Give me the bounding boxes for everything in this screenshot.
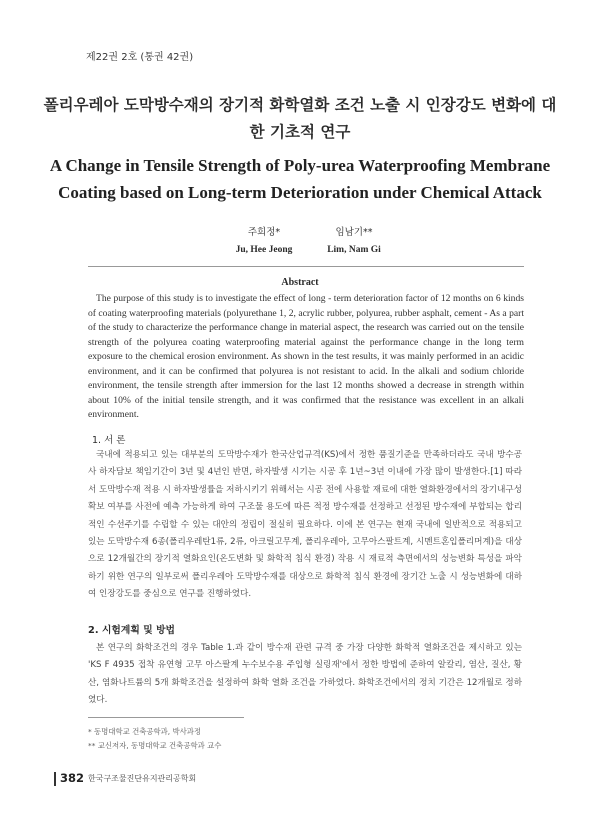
author-1-english: Ju, Hee Jeong [235,245,293,255]
section-2-text: 본 연구의 화학조건의 경우 Table 1.과 같이 방수재 관련 규격 중 가장 다양한 화학적 열화조건을 제시하고 있는 'KS F 4935 접착 유연형 고무 아스팔계 누수보수용 주입형 실링재'에서 정한 방법에 준하여 알칼리, 염산, 질산, 황산, 염화나트륨의 5개 화학조건을 설정하여 화학 열화 조건을 가하였다. 화학조건에서의 정치 기간은 12개월로 정하였다. [88,643,522,706]
footnote-2: ** 교신저자, 동명대학교 건축공학과 교수 [88,741,222,750]
abstract-text: The purpose of this study is to investigate the effect of long - term deterioration factor of 12 months on 6 kinds of coating waterproofing materials (polyurethane 1, 2, acrylic rubber, polyurea, rubber asphalt, cement - As a part of the study to characterize the performance change in material aspect, the research was carried out on the tensile strength of the polyurea coating waterproofing material against the performance change in the long term exposure to the chemical erosion environment. As shown in the test results, it was mainly performed in an acidic environment, and it can be confirmed that polyurea is not resistant to acid. In the alkali and sodium chloride environment, the tensile strength after immersion for the last 12 months showed a decrease in strength within about 10% of the initial tensile strength, and it was confirmed that the resistance was excellent in an alkali environment. [88,293,524,420]
abstract-heading: Abstract [281,277,319,288]
page-number: 382 [60,771,85,785]
author-2-english: Lim, Nam Gi [327,245,381,255]
english-title: A Change in Tensile Strength of Poly-urea Waterproofing Membrane Coating based on Long-term Deterioration under Chemical Attack [49,156,551,202]
section-2-heading: 2. 시험계획 및 방법 [88,625,176,636]
divider [88,266,524,267]
author-2-korean: 임남기** [335,227,373,238]
section-1-heading: 1. 서 론 [92,435,126,446]
footer-bar [54,772,56,786]
footnote-1: * 동명대학교 건축공학과, 박사과정 [88,727,202,736]
korean-title: 폴리우레아 도막방수재의 장기적 화학열화 조건 노출 시 인장강도 변화에 대한 기초적 연구 [43,96,557,141]
footnote-divider [88,717,244,718]
author-2 [294,224,414,255]
journal-name: 한국구조물진단유지관리공학회 [88,774,197,783]
issue-label: 제22권 2호 (통권 42권) [86,52,194,63]
section-1-text: 국내에 적용되고 있는 대부분의 도막방수재가 한국산업규격(KS)에서 정한 품질기준을 만족하더라도 국내 방수공사 하자담보 책임기간이 3년 및 4년인 반면, 하자발생 시기는 시공 후 1년~3년 이내에 가장 많이 발생한다.[1] 따라서 도막방수재 적용 시 하자발생률을 저하시키기 위해서는 시공 전에 사용할 재료에 대한 열화환경에서의 장기내구성 확보 여부를 사전에 예측 가능하게 하여 구조물 용도에 따른 적정 방수재를 선정하고 선정된 방수재에 부합되는 합리적인 수선주기를 수립할 수 있는 대안의 정립이 절실히 필요하다. 이에 본 연구는 현재 국내에 일반적으로 적용되고 있는 도막방수재 6종(폴리우레탄1류, 2류, 아크릴고무계, 폴리우레아, 고무아스팔트계, 시멘트혼입폴리머계)을 대상으로 12개월간의 장기적 열화요인(온도변화 및 화학적 침식 환경) 작용 시 재료적 측면에서의 성능변화 특성을 파악하기 위한 연구의 일부로써 폴리우레아 도막방수재를 대상으로 화학적 침식 환경에 장기간 노출 시 성능변화에 대하여 인장강도를 중심으로 연구를 진행하였다. [88,450,522,600]
author-1-korean: 주희정* [247,227,281,238]
